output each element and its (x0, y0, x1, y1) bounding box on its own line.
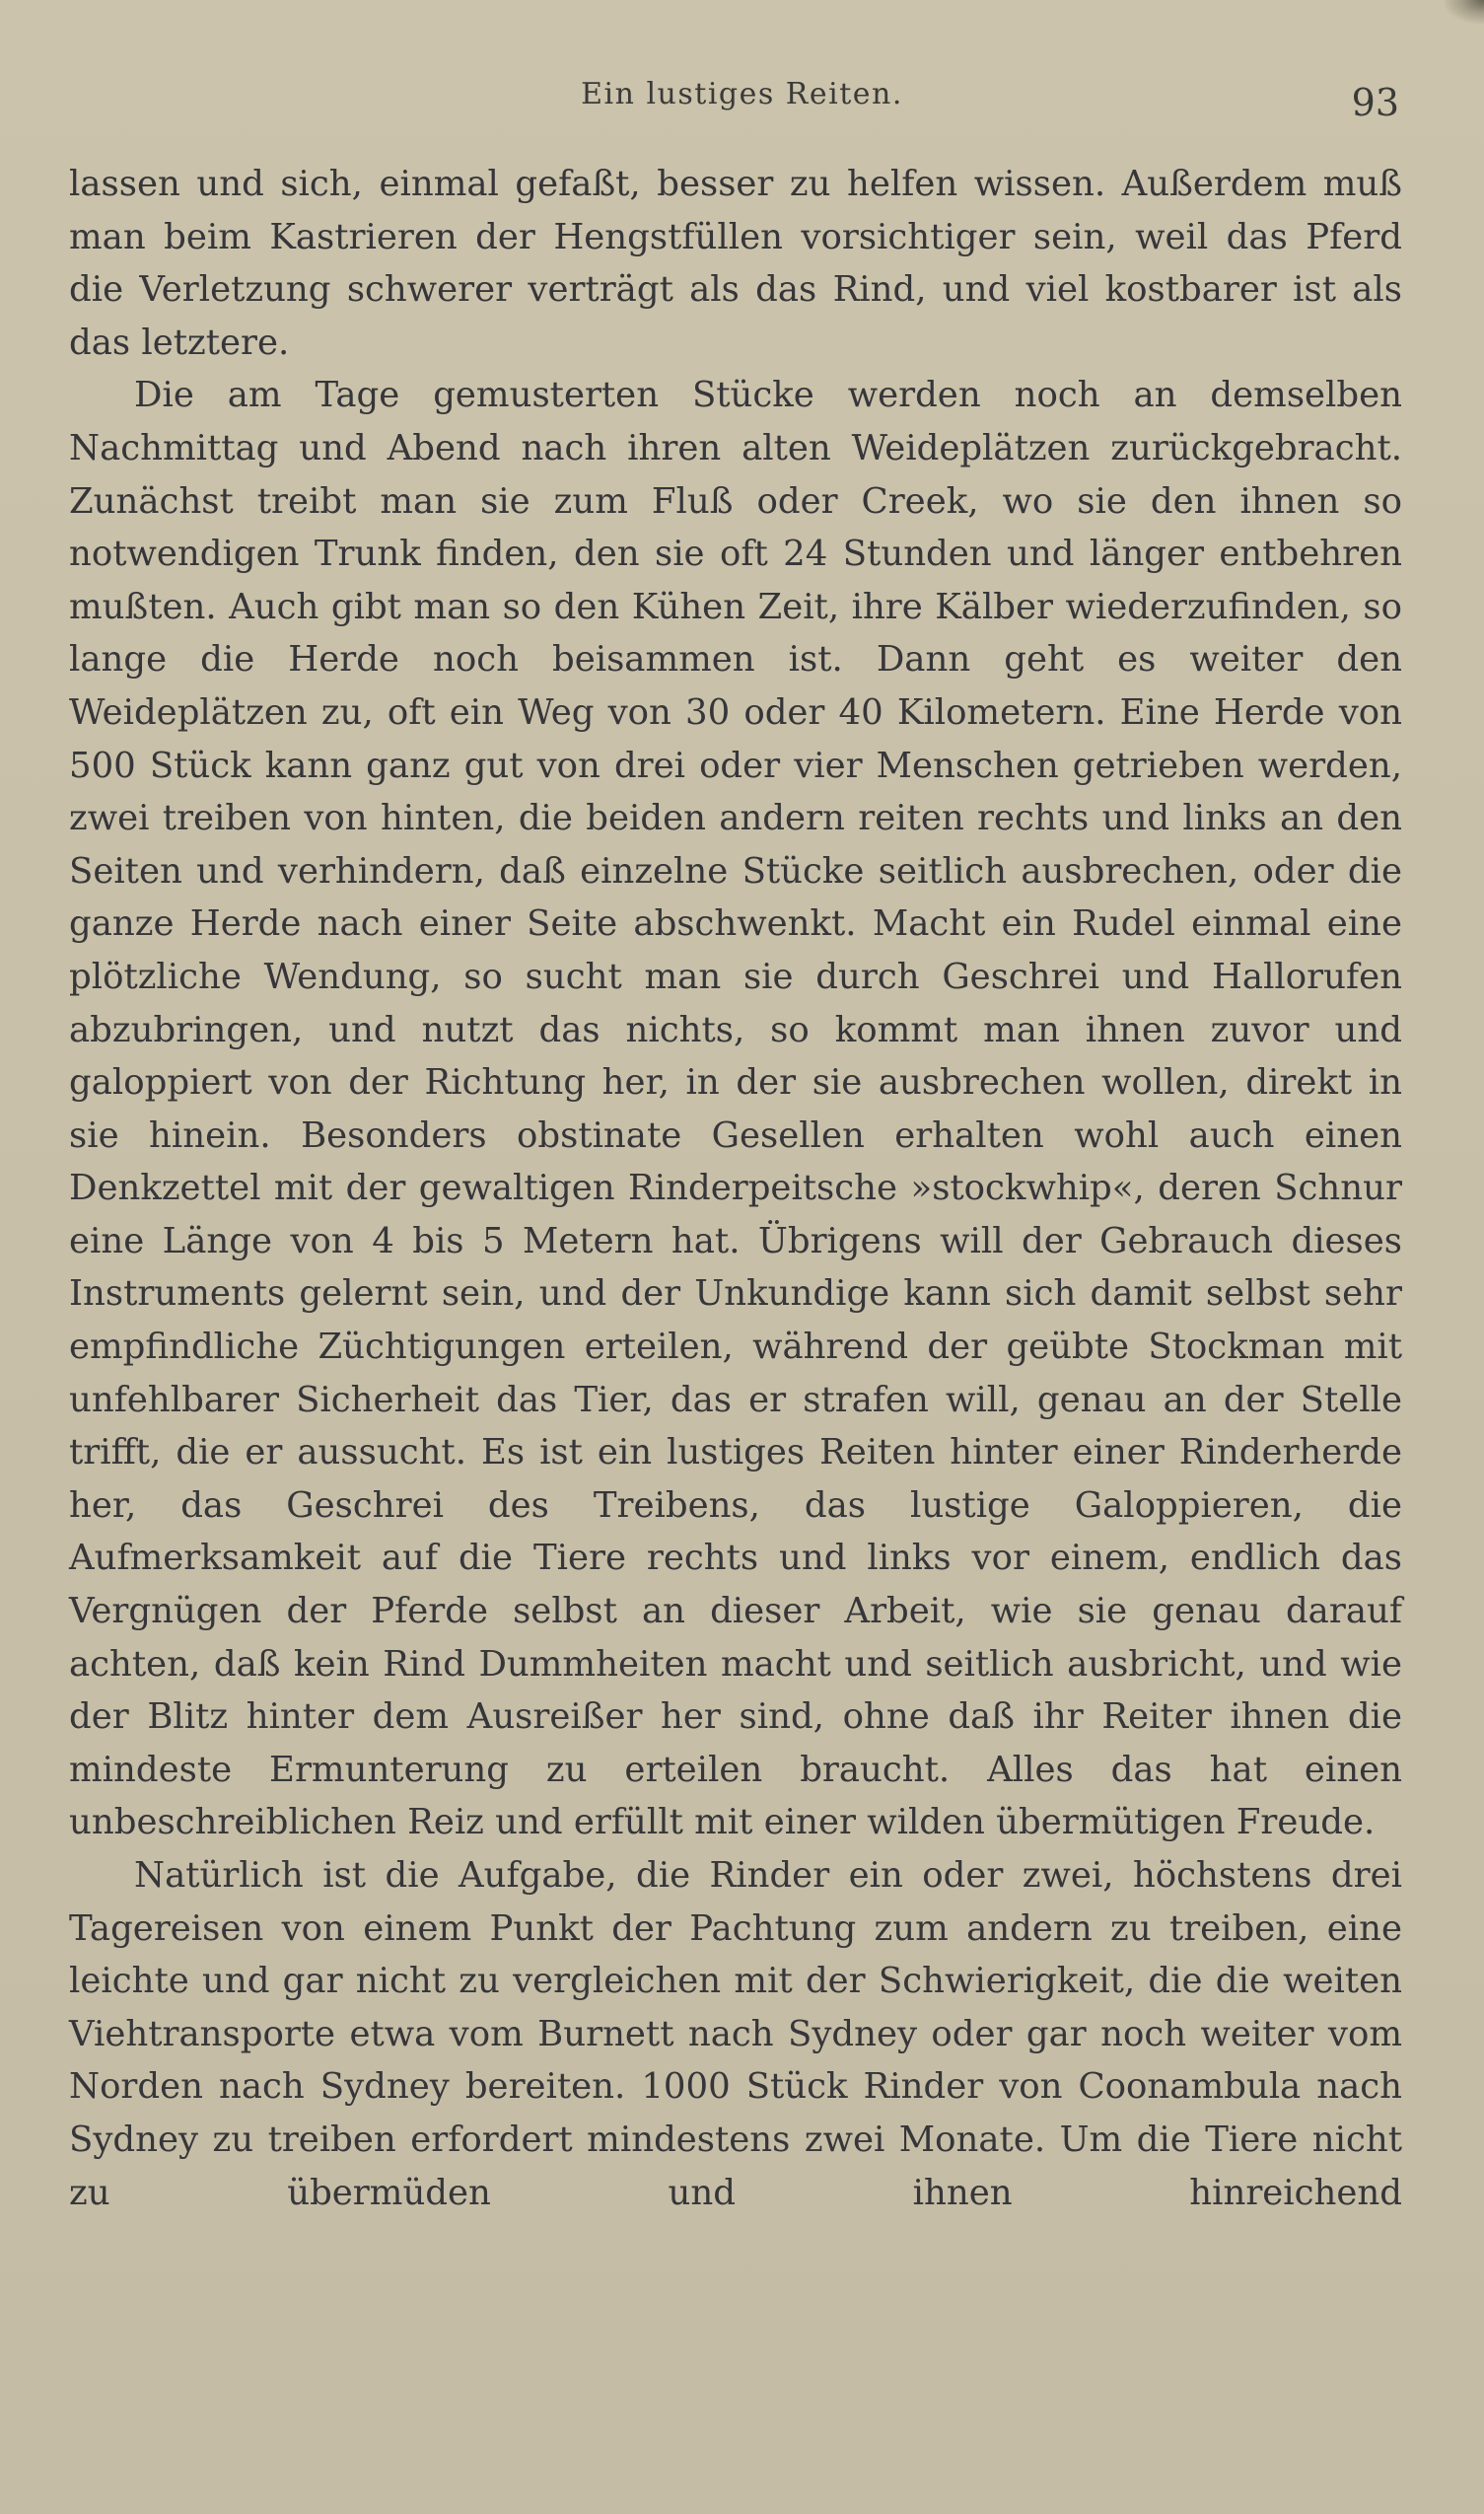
paragraph-2: Die am Tage gemusterten Stücke werden noch an demselben Nachmittag und Abend nach ihren alten Weideplätzen zurückgebracht. Zunächst treibt man sie zum Fluß oder Creek, wo sie den ihnen so notwendigen Trunk finden, den sie oft 24 Stunden und länger entbehren mußten. Auch gibt man so den Kühen Zeit, ihre Kälber wiederzufinden, so lange die Herde noch beisammen ist. Dann geht es weiter den Weideplätzen zu, oft ein Weg von 30 oder 40 Kilometern. Eine Herde von 500 Stück kann ganz gut von drei oder vier Menschen getrieben werden, zwei treiben von hinten, die beiden andern reiten rechts und links an den Seiten und verhindern, daß einzelne Stücke seitlich ausbrechen, oder die ganze Herde nach einer Seite abschwenkt. Macht ein Rudel einmal eine plötzliche Wendung, so sucht man sie durch Geschrei und Hallorufen abzubringen, und nutzt das nichts, so kommt man ihnen zuvor und galoppiert von der Richtung her, in der sie ausbrechen wollen, direkt in sie hinein. Besonders obstinate Gesellen erhalten wohl auch einen Denkzettel mit der gewaltigen Rinderpeitsche »stockwhip«, deren Schnur eine Länge von 4 bis 5 Metern hat. Übrigens will der Gebrauch dieses Instruments gelernt sein, und der Unkundige kann sich damit selbst sehr empfindliche Züchtigungen erteilen, während der geübte Stockman mit unfehlbarer Sicherheit das Tier, das er strafen will, genau an der Stelle trifft, die er aussucht. Es ist ein lustiges Reiten hinter einer Rinderherde her, das Geschrei des Treibens, das lustige Galoppieren, die Aufmerksamkeit auf die Tiere rechts und links vor einem, endlich das Vergnügen der Pferde selbst an dieser Arbeit, wie sie genau darauf achten, daß kein Rind Dummheiten macht und seitlich ausbricht, und wie der Blitz hinter dem Ausreißer her sind, ohne daß ihr Reiter ihnen die mindeste Ermunterung zu erteilen braucht. Alles das hat einen unbeschreiblichen Reiz und erfüllt mit einer wilden übermütigen Freude. (69, 375, 1402, 1843)
page-corner-shadow (1445, 0, 1484, 24)
paragraph-1: lassen und sich, einmal gefaßt, besser zu helfen wissen. Außerdem muß man beim Kastrieren der Hengstfüllen vorsichtiger sein, weil das Pferd die Verletzung schwerer verträgt als das Rind, und viel kostbarer ist als das letztere. (69, 164, 1402, 363)
page-header (0, 73, 1484, 122)
paragraph-3: Natürlich ist die Aufgabe, die Rinder ein oder zwei, höchstens drei Tagereisen von einem Punkt der Pachtung zum andern zu treiben, eine leichte und gar nicht zu vergleichen mit der Schwierigkeit, die die weiten Viehtransporte etwa vom Burnett nach Sydney oder gar noch weiter vom Norden nach Sydney bereiten. 1000 Stück Rinder von Coonambula nach Sydney zu treiben erfordert mindestens zwei Monate. Um die Tiere nicht zu übermüden und ihnen hinreichend (69, 1855, 1402, 2213)
page-number: 93 (1351, 81, 1399, 124)
running-head: Ein lustiges Reiten. (581, 77, 903, 111)
body-text (69, 158, 1402, 2219)
